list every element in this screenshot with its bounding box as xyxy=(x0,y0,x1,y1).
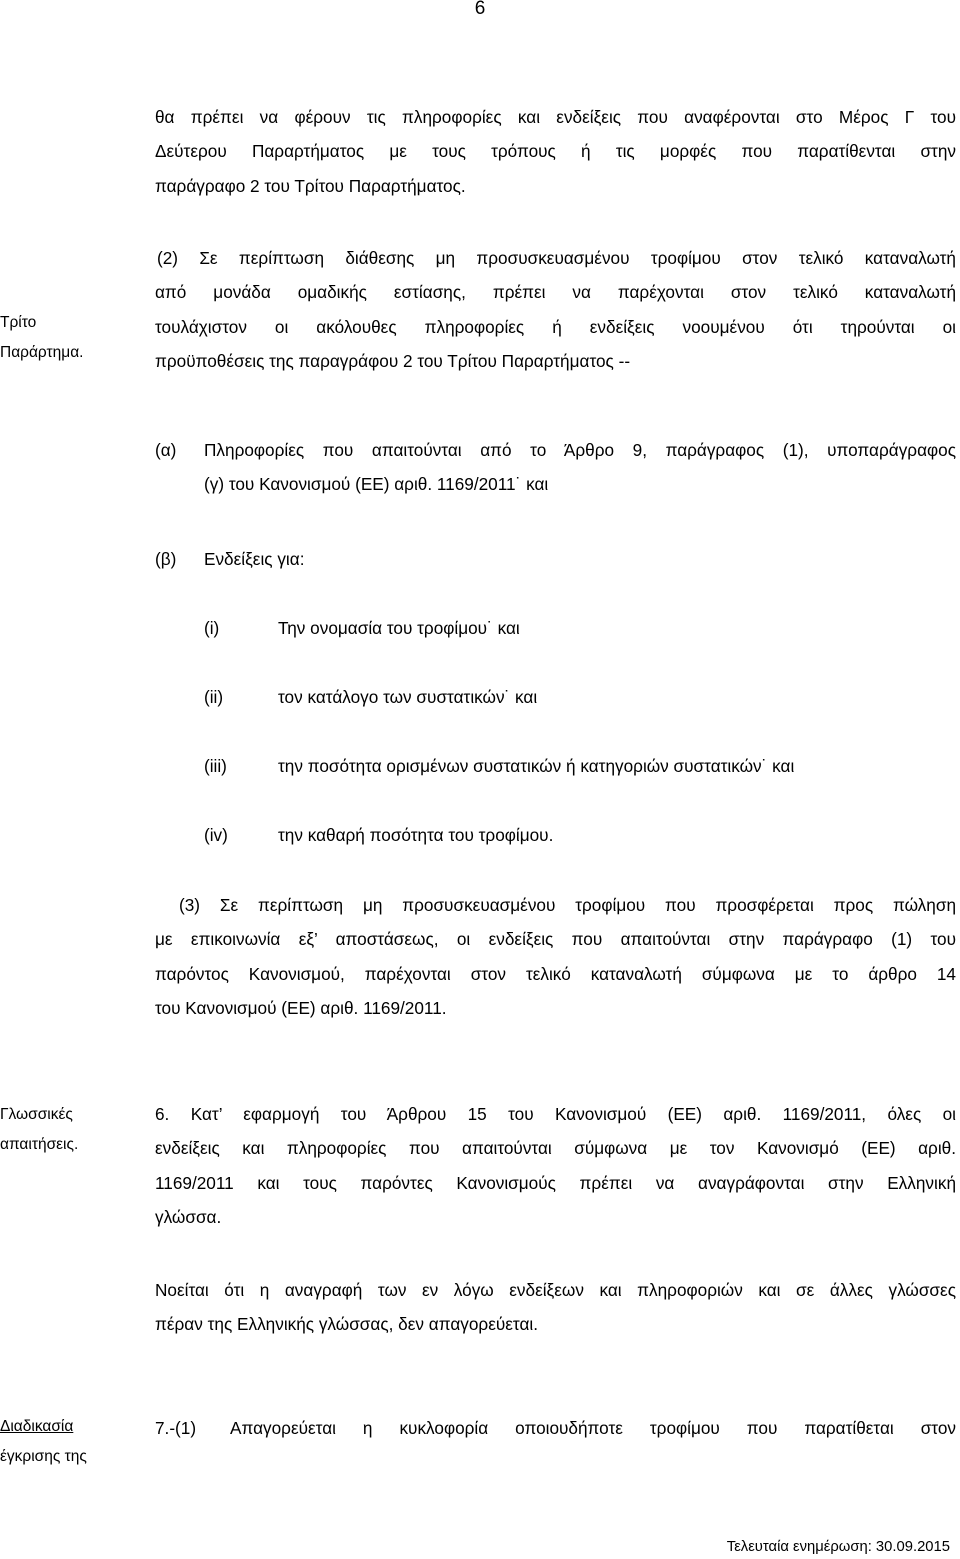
page-number: 6 xyxy=(474,0,486,19)
subitem-text: την καθαρή ποσότητα του τροφίμου. xyxy=(278,825,554,845)
para3-line-4: του Κανονισμού (ΕΕ) αριθ. 1169/2011. xyxy=(155,997,447,1018)
section6-line-1: 6. Κατ’ εφαρμογή του Άρθρου 15 του Κανονισμού (ΕΕ) αριθ. 1169/2011, όλες οι xyxy=(155,1104,956,1124)
note-line-1: Νοείται ότι η αναγραφή των εν λόγω ενδείξεων και πληροφοριών και σε άλλες γλώσσες xyxy=(155,1280,956,1300)
intro-line-3: παράγραφο 2 του Τρίτου Παραρτήματος. xyxy=(155,175,466,196)
intro-paragraph xyxy=(155,100,956,203)
side-note-line-2: απαιτήσεις. xyxy=(0,1136,79,1153)
proviso-note xyxy=(155,1273,956,1342)
last-updated-footer: Τελευταία ενημέρωση: 30.09.2015 xyxy=(726,1539,950,1555)
side-note-line-2: Παράρτημα. xyxy=(0,344,84,361)
section-6 xyxy=(155,1097,956,1234)
subitem-text: την ποσότητα ορισμένων συστατικών ή κατηγοριών συστατικών˙ και xyxy=(278,756,795,776)
para2-line-2: από μονάδα ομαδικής εστίασης, πρέπει να παρέχονται στον τελικό καταναλωτή xyxy=(155,282,956,303)
side-note-line-1: Γλωσσικές xyxy=(0,1106,73,1123)
subitem-label: (iii) xyxy=(204,756,227,776)
para3-line-2: με επικοινωνία εξ’ αποστάσεως, οι ενδείξεις που απαιτούνται στην παράγραφο (1) του xyxy=(155,929,956,950)
side-note-line-1: Διαδικασία xyxy=(0,1418,74,1435)
subitem-label: (i) xyxy=(204,618,220,638)
subitem-text: τον κατάλογο των συστατικών˙ και xyxy=(278,687,538,707)
section-7-text: Απαγορεύεται η κυκλοφορία οποιουδήποτε τροφίμου που παρατίθεται στον xyxy=(230,1418,956,1438)
item-a-label: (α) xyxy=(155,440,177,460)
item-a-text xyxy=(204,433,956,502)
item-a-line-2: (γ) του Κανονισμού (ΕΕ) αριθ. 1169/2011˙ και xyxy=(204,474,549,495)
section-7-text-block xyxy=(230,1411,956,1445)
section6-line-4: γλώσσα. xyxy=(155,1206,222,1227)
para2-line-3: τουλάχιστον οι ακόλουθες πληροφορίες ή ενδείξεις νοουμένου ότι τηρούνται οι xyxy=(155,316,956,337)
section-7-label: 7.-(1) xyxy=(155,1418,197,1438)
paragraph-2 xyxy=(155,241,956,378)
subitem-label: (ii) xyxy=(204,687,224,707)
side-note-third-annex xyxy=(0,308,83,368)
para2-line-1: (2) Σε περίπτωση διάθεσης μη προσυσκευασμένου τροφίμου στον τελικό καταναλωτή xyxy=(157,248,956,268)
intro-line-2: Δεύτερου Παραρτήματος με τους τρόπους ή τις μορφές που παρατίθενται στην xyxy=(155,141,956,162)
note-line-2: πέραν της Ελληνικής γλώσσας, δεν απαγορεύεται. xyxy=(155,1314,538,1335)
item-b-label: (β) xyxy=(155,549,177,569)
intro-line-1: θα πρέπει να φέρουν τις πληροφορίες και ενδείξεις που αναφέρονται στο Μέρος Γ του xyxy=(155,107,956,127)
side-note-approval-procedure xyxy=(0,1412,87,1472)
para3-line-1: (3) Σε περίπτωση μη προσυσκευασμένου τροφίμου που προσφέρεται προς πώληση xyxy=(179,895,956,915)
section6-line-3: 1169/2011 και τους παρόντες Κανονισμούς πρέπει να αναγράφονται στην Ελληνική xyxy=(155,1172,956,1193)
section6-line-2: ενδείξεις και πληροφορίες που απαιτούνται σύμφωνα με τον Κανονισμό (ΕΕ) αριθ. xyxy=(155,1138,956,1159)
subitem-label: (iv) xyxy=(204,825,228,845)
side-note-line-1: Τρίτο xyxy=(0,314,37,331)
para3-line-3: παρόντος Κανονισμού, παρέχονται στον τελικό καταναλωτή σύμφωνα με το άρθρο 14 xyxy=(155,963,956,984)
item-a-line-1: Πληροφορίες που απαιτούνται από το Άρθρο 9, παράγραφος (1), υποπαράγραφος xyxy=(204,440,956,460)
paragraph-3 xyxy=(155,888,956,1025)
item-b-text: Ενδείξεις για: xyxy=(204,549,305,569)
para2-line-4: προϋποθέσεις της παραγράφου 2 του Τρίτου Παραρτήματος -- xyxy=(155,350,631,371)
subitem-text: Την ονομασία του τροφίμου˙ και xyxy=(278,618,520,638)
side-note-line-2: έγκρισης της xyxy=(0,1448,87,1465)
side-note-language-requirements xyxy=(0,1100,78,1160)
